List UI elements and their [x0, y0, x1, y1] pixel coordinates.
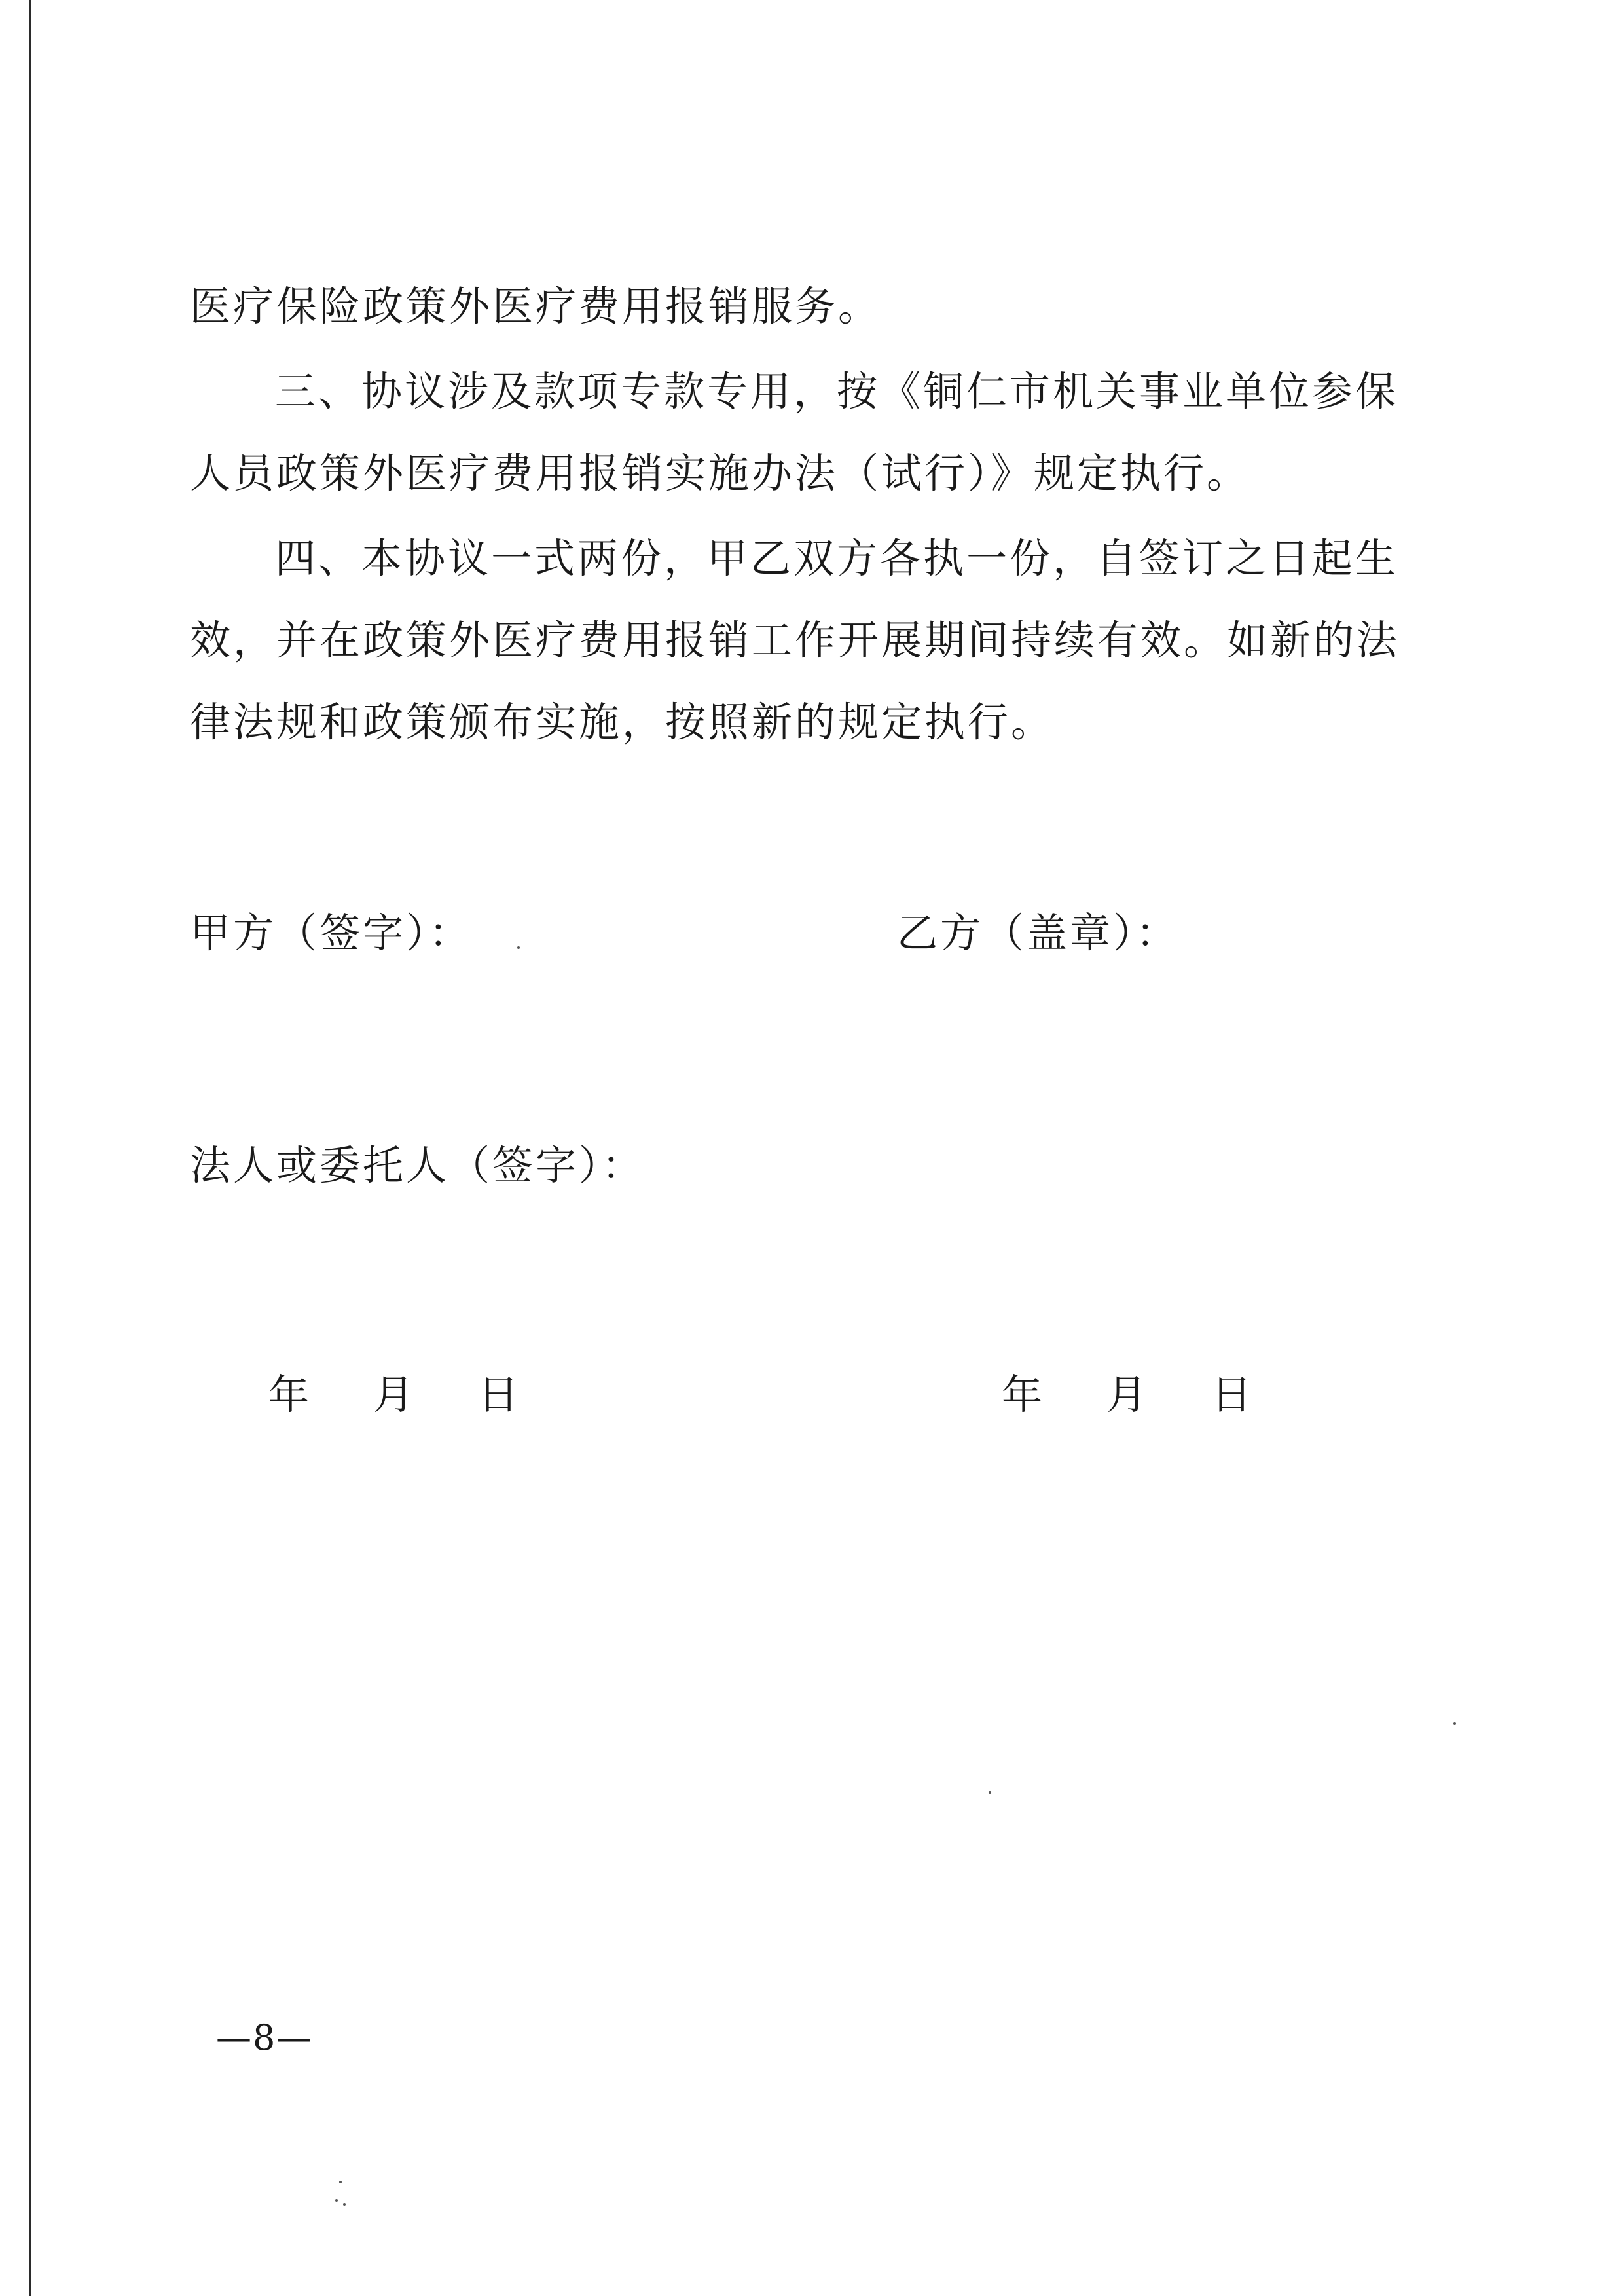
- date-month: 月: [373, 1371, 414, 1418]
- date-day: 日: [1211, 1371, 1252, 1418]
- paragraph-continuation: 医疗保险政策外医疗费用报销服务。: [190, 282, 882, 330]
- date-year: 年: [1002, 1371, 1043, 1418]
- scan-speck: [1453, 1722, 1456, 1725]
- scan-speck: [335, 2199, 338, 2202]
- scan-edge-line: [29, 0, 31, 2296]
- legal-representative-signature-label: 法人或委托人（签字）：: [190, 1141, 646, 1189]
- date-month: 月: [1106, 1371, 1148, 1418]
- date-year: 年: [268, 1371, 310, 1418]
- paragraph-clause-4: 四、本协议一式两份，甲乙双方各执一份，自签订之日起生效，并在政策外医疗费用报销工作开展期间持续有效。如新的法律法规和政策颁布实施，按照新的规定执行。: [190, 534, 1400, 746]
- scan-speck: [989, 1791, 991, 1794]
- date-day: 日: [478, 1371, 519, 1418]
- party-a-date: [268, 1362, 583, 1420]
- scan-speck: [517, 946, 520, 949]
- page-number: —8—: [216, 2017, 314, 2058]
- scan-speck: [343, 2203, 346, 2206]
- party-a-signature-label: 甲方（签字）：: [190, 909, 473, 957]
- scan-speck: [339, 2181, 342, 2183]
- party-b-date: [1002, 1362, 1316, 1420]
- paragraph-clause-3: 三、协议涉及款项专款专用，按《铜仁市机关事业单位参保人员政策外医疗费用报销实施办法（试行）》规定执行。: [190, 367, 1399, 497]
- party-b-seal-label: 乙方（盖章）：: [897, 909, 1180, 957]
